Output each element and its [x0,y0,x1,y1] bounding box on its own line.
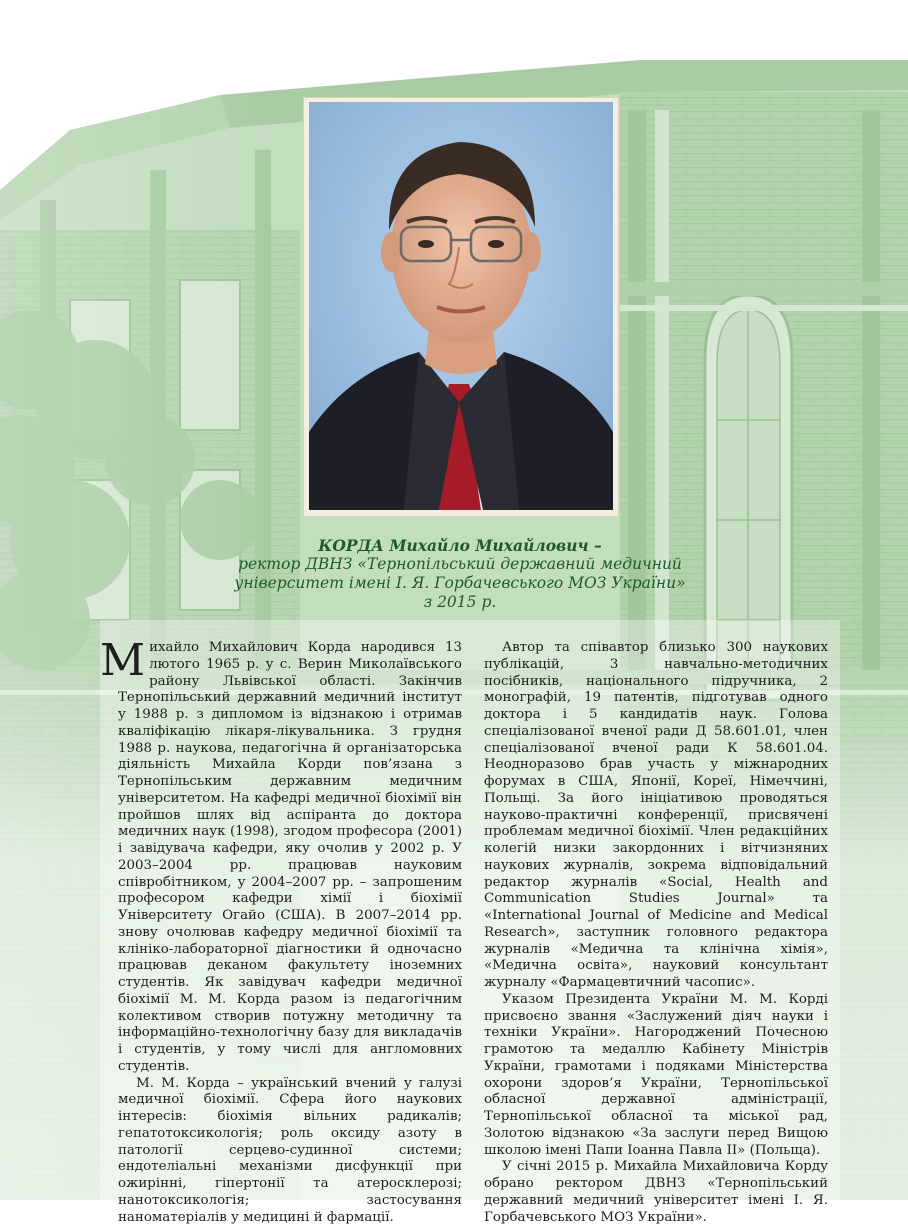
portrait-caption [180,536,740,612]
portrait-photo [309,102,613,510]
dropcap: М [100,640,149,678]
paragraph [118,640,462,1076]
caption-line-3: з 2015 р. [180,593,740,612]
text-column-left [118,640,462,1226]
text-column-right [484,640,828,1226]
person-name: КОРДА Михайло Михайлович – [180,536,740,555]
portrait-frame [304,98,618,516]
paragraph: У січні 2015 р. Михайла Михайловича Корду обрано ректором ДВНЗ «Тернопільський державний медичний університет імені І. Я. Горбачевського МОЗ України». [484,1159,828,1226]
caption-line-2: університет імені І. Я. Горбачевського МОЗ України» [180,574,740,593]
paragraph: М. М. Корда – український вчений у галузі медичної біохімії. Сфера його наукових інтересів: біохімія вільних радикалів; гепатотоксикологія; роль оксиду азоту в патології серцево-судинної системи; ендотеліальні механізми дисфункції при ожирінні, гіпертонії та атеросклерозі; нанотоксикологія; застосування наноматеріалів у медицині й фармації. [118,1076,462,1226]
paragraph: Автор та співавтор близько 300 наукових публікацій, 3 навчально-методичних посібників, національного підручника, 2 монографій, 19 патентів, підготував одного доктора і 5 кандидатів наук. Голова спеціалізованої вченої ради Д 58.601.01, член спеціалізованої вченої ради К 58.601.04. Неодноразово брав участь у міжнародних форумах в США, Японії, Кореї, Німеччині, Польщі. За його ініціативою проводяться науково-практичні конференції, присвячені проблемам медичної біохімії. Член редакційних колегій низки закордонних і вітчизняних наукових журналів, зокрема відповідальний редактор журналів «Social, Health and Communication Studies Journal» та «International Journal of Medicine and Medical Research», заступник головного редактора журналів «Медична та клінічна хімія», «Медична освіта», науковий консультант журналу «Фармацевтичний часопис». [484,640,828,992]
paragraph: Указом Президента України М. М. Корді присвоєно звання «Заслужений діяч науки і техніки України». Нагороджений Почесною грамотою та медаллю Кабінету Міністрів України, грамотами і подяками Міністерства охорони здоров’я України, Тернопільської обласної державної адміністрації, Тернопільської обласної та міської рад, Золотою відзнакою «За заслуги перед Вищою школою імені Папи Іоанна Павла ІІ» (Польща). [484,992,828,1160]
caption-line-1: ректор ДВНЗ «Тернопільський державний медичний [180,555,740,574]
paragraph-text: ихайло Михайлович Корда народився 13 лютого 1965 р. у с. Верин Миколаївського району Львівської області. Закінчив Тернопільський державний медичний інститут у 1988 р. з дипломом із відзнакою і отримав кваліфікацію лікаря-лікувальника. З грудня 1988 р. наукова, педагогічна й організаторська діяльність Михайла Корди пов’язана з Тернопільським державним медичним університетом. На кафедрі медичної біохімії він пройшов шлях від аспіранта до доктора медичних наук (1998), згодом професора (2001) і завідувача кафедри, яку очолив у 2002 р. У 2003–2004 рр. працював науковим співробітником, у 2004–2007 рр. – запрошеним професором кафедри хімії і біохімії Університету Огайо (США). В 2007–2014 рр. знову очолював кафедру медичної біохімії та клініко-лабораторної діагностики й одночасно працював деканом факультету іноземних студентів. Як завідувач кафедри медичної біохімії М. М. Корда разом із педагогічним колективом створив потужну методичну та інформаційно-технологічну базу для викладачів і студентів, у тому числі для англомовних студентів. [118,640,462,1074]
